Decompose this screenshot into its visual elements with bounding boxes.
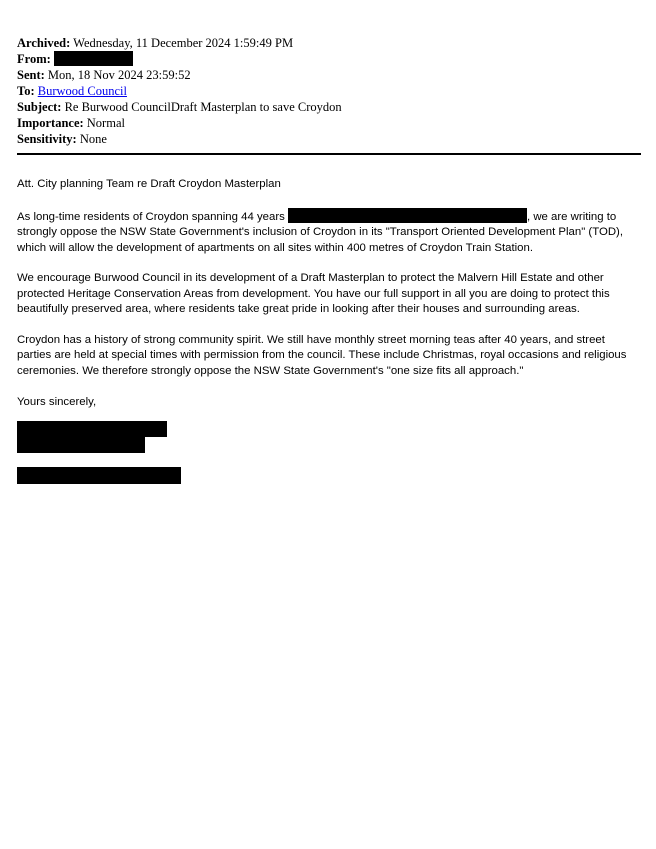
- email-header: [17, 35, 641, 147]
- to-label: To:: [17, 84, 35, 98]
- from-redaction: [54, 51, 133, 66]
- closing-line: Yours sincerely,: [17, 395, 97, 408]
- to-row: [17, 83, 641, 99]
- subject-label: Subject:: [17, 100, 62, 114]
- from-label: From:: [17, 52, 51, 66]
- email-body: [17, 177, 641, 425]
- archived-value: Wednesday, 11 December 2024 1:59:49 PM: [73, 36, 294, 50]
- importance-row: [17, 115, 641, 131]
- to-recipient-link[interactable]: Burwood Council: [37, 84, 127, 98]
- paragraph-1-end: , we are writing to strongly oppose the NSW State Government's inclusion of Croydon in its "Transport Oriented Development Plan" (TOD), which will allow the development of apartments on all sites within 400 metres of Croydon Train Station.: [17, 210, 624, 254]
- importance-value: Normal: [86, 116, 125, 130]
- paragraph-1-start: As long-time residents of Croydon spanning 44 years: [17, 210, 285, 223]
- sensitivity-value: None: [79, 132, 107, 146]
- importance-label: Importance:: [17, 116, 84, 130]
- signature-redaction-1: [17, 421, 167, 437]
- sent-value: Mon, 18 Nov 2024 23:59:52: [47, 68, 191, 82]
- greeting-line: Att. City planning Team re Draft Croydon Masterplan: [17, 178, 281, 190]
- subject-row: [17, 99, 641, 115]
- paragraph-2: We encourage Burwood Council in its development of a Draft Masterplan to protect the Malvern Hill Estate and other protected Heritage Conservation Areas from development. You have our full support in all you are doing to protect this beautifully preserved area, where residents take great pride in looking after their houses and surrounding areas.: [17, 272, 610, 316]
- signature-redaction-3: [17, 467, 181, 484]
- paragraph-3: Croydon has a history of strong community spirit. We still have monthly street morning teas after 40 years, and street parties are held at special times with permission from the council. These include Christmas, royal occasions and religious ceremonies. We therefore strongly oppose the NSW State Government's "one size fits all approach.": [17, 334, 627, 377]
- archived-label: Archived:: [17, 36, 71, 50]
- paragraph-1: [17, 208, 641, 256]
- archived-row: [17, 35, 641, 51]
- sent-label: Sent:: [17, 68, 45, 82]
- header-divider: [17, 153, 641, 155]
- from-row: [17, 51, 641, 67]
- signature-redaction-2: [17, 437, 145, 453]
- sent-row: [17, 67, 641, 83]
- residents-redaction: [288, 208, 527, 223]
- sensitivity-row: [17, 131, 641, 147]
- subject-value: Re Burwood CouncilDraft Masterplan to save Croydon: [64, 100, 342, 114]
- sensitivity-label: Sensitivity:: [17, 132, 77, 146]
